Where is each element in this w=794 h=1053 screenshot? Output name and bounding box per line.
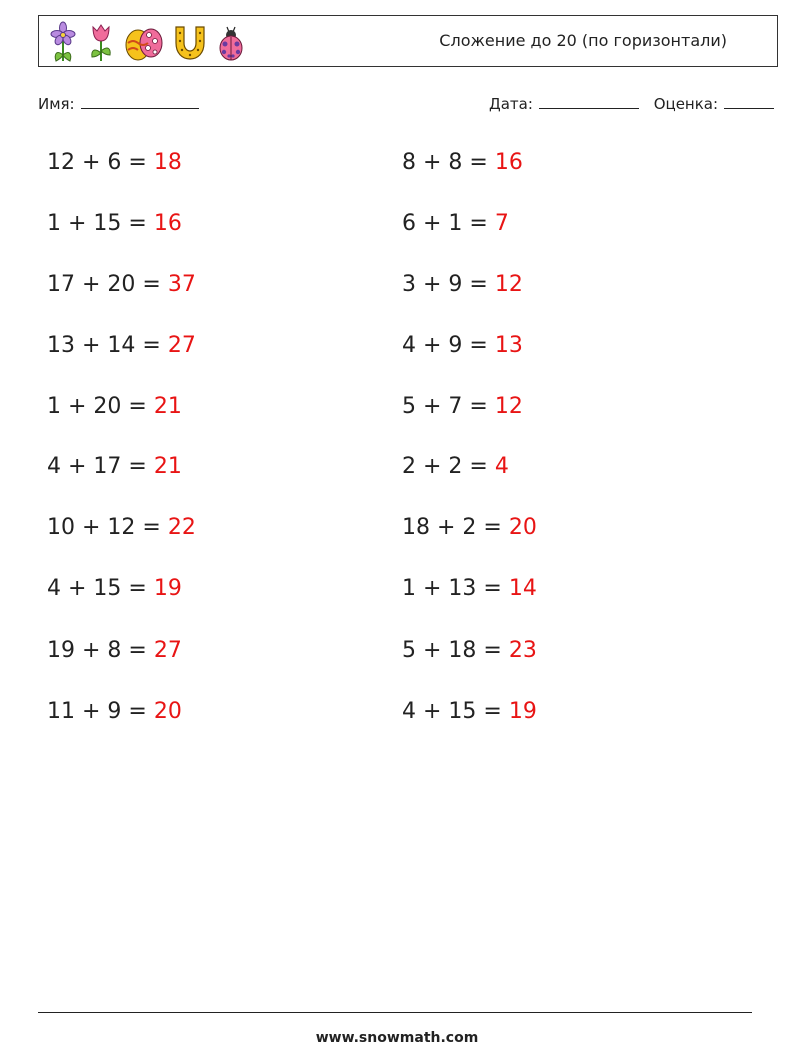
problem-question: 17 + 20 = [47,272,168,297]
problem-question: 19 + 8 = [47,638,154,663]
problem-question: 1 + 20 = [47,394,154,419]
worksheet-title: Сложение до 20 (по горизонтали) [439,31,727,50]
problem-item [47,272,196,298]
problem-answer: 12 [494,272,523,297]
problem-question: 5 + 18 = [402,638,509,663]
problem-item [47,333,196,359]
problem-item [47,454,182,480]
problem-answer: 18 [153,150,182,175]
horseshoe-icon [172,21,208,63]
problem-answer: 7 [494,211,509,236]
problem-answer: 27 [153,638,182,663]
problem-answer: 27 [167,333,196,358]
problem-question: 5 + 7 = [402,394,495,419]
problem-question: 18 + 2 = [402,515,509,540]
problem-item [47,515,196,541]
problem-answer: 19 [508,699,537,724]
problem-answer: 20 [508,515,537,540]
name-field [38,94,199,113]
name-label: Имя: [38,95,75,113]
problem-answer: 16 [494,150,523,175]
problem-item [402,150,523,176]
problem-answer: 14 [508,576,537,601]
problem-answer: 13 [494,333,523,358]
problem-question: 1 + 13 = [402,576,509,601]
problem-question: 3 + 9 = [402,272,495,297]
flower-icon [48,21,78,63]
problem-item [402,454,509,480]
header-box [38,15,778,67]
problem-item [402,211,509,237]
problem-item [402,394,523,420]
problem-item [402,272,523,298]
problem-item [47,394,182,420]
problem-item [47,150,182,176]
problem-answer: 22 [167,515,196,540]
easter-egg-icon [124,21,164,63]
grade-blank-line[interactable] [724,94,774,109]
problem-item [402,576,537,602]
problem-question: 4 + 9 = [402,333,495,358]
date-blank-line[interactable] [539,94,639,109]
problem-answer: 16 [153,211,182,236]
problem-item [47,576,182,602]
problem-answer: 19 [153,576,182,601]
decorative-icons [48,21,246,63]
problem-question: 6 + 1 = [402,211,495,236]
problem-item [402,333,523,359]
problem-item [47,638,182,664]
problem-item [47,211,182,237]
problem-item [402,638,537,664]
name-blank-line[interactable] [81,94,199,109]
date-grade-fields [489,94,774,113]
problem-question: 8 + 8 = [402,150,495,175]
grade-label: Оценка: [653,95,719,113]
problem-question: 11 + 9 = [47,699,154,724]
problem-answer: 4 [494,454,509,479]
ladybug-icon [216,21,246,63]
problem-question: 12 + 6 = [47,150,154,175]
problem-item [47,699,182,725]
problem-answer: 21 [153,454,182,479]
problem-question: 4 + 15 = [402,699,509,724]
problem-item [402,699,537,725]
problem-answer: 23 [508,638,537,663]
problem-question: 1 + 15 = [47,211,154,236]
problem-question: 2 + 2 = [402,454,495,479]
problem-question: 13 + 14 = [47,333,168,358]
problem-question: 4 + 17 = [47,454,154,479]
date-label: Дата: [489,95,533,113]
problem-answer: 21 [153,394,182,419]
tulip-icon [86,21,116,63]
problem-item [402,515,537,541]
problem-question: 10 + 12 = [47,515,168,540]
footer-divider [38,1012,752,1013]
footer-url[interactable]: www.snowmath.com [315,1030,479,1046]
problem-answer: 20 [153,699,182,724]
problem-answer: 37 [167,272,196,297]
problem-answer: 12 [494,394,523,419]
problem-question: 4 + 15 = [47,576,154,601]
